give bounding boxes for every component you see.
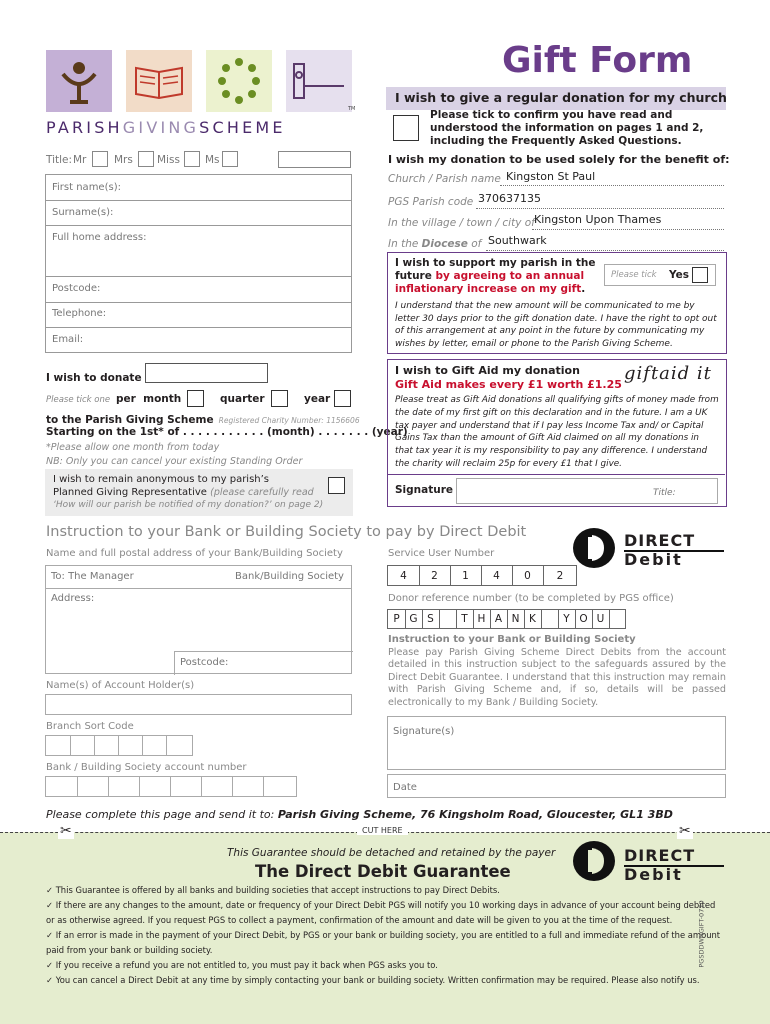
- title-mr-label: Mr: [73, 154, 87, 166]
- pgs-logo: [46, 50, 356, 140]
- diocese-row: [388, 234, 724, 252]
- guarantee-title: The Direct Debit Guarantee: [255, 862, 511, 881]
- telephone-label: Telephone:: [52, 308, 107, 319]
- title-mrs-checkbox[interactable]: [138, 151, 154, 167]
- to-manager-label: To: The Manager: [51, 571, 134, 582]
- tm-mark: TM: [348, 106, 356, 112]
- village-row: [388, 213, 724, 231]
- postcode-label: Postcode:: [52, 283, 101, 294]
- logo-tile-chalice-icon: [46, 50, 112, 112]
- guarantee-list: [46, 883, 724, 988]
- bank-date-field[interactable]: [387, 774, 726, 798]
- charity-number: Registered Charity Number: 1156606: [218, 416, 360, 425]
- gift-aid-signature-field[interactable]: [456, 478, 718, 504]
- ref-char: Y: [558, 610, 576, 628]
- ref-char: [609, 610, 627, 628]
- bank-postcode-cell: [174, 651, 353, 675]
- confirm-read-checkbox[interactable]: [393, 115, 419, 141]
- quarter-label: quarter: [220, 393, 265, 405]
- service-user-number: [387, 565, 577, 586]
- to-pgs-line: [46, 408, 360, 427]
- divider: [46, 588, 351, 589]
- anonymous-line1: I wish to remain anonymous to my parish’s: [53, 474, 270, 485]
- ref-char: U: [592, 610, 610, 628]
- starting-on-label: Starting on the 1st* of . . . . . . . . . . . (month) . . . . . . . (year): [46, 426, 408, 438]
- wish-to-donate-label: I wish to donate: [46, 372, 142, 384]
- account-number-cell: [108, 777, 140, 796]
- dd-logo-direct: DIRECT: [624, 531, 696, 550]
- title-label: Title:: [46, 154, 73, 166]
- bank-signature-field[interactable]: [387, 716, 726, 770]
- guarantee-item-text: If you receive a refund you are not entitled to, you must pay it back when PGS asks you to.: [55, 960, 438, 970]
- guarantee-item: [46, 883, 724, 898]
- cut-here-label: CUT HERE: [357, 826, 408, 835]
- account-holders-field[interactable]: [45, 694, 352, 715]
- guarantee-item: [46, 973, 724, 988]
- inflation-line1: I wish to support my parish in the: [395, 257, 596, 269]
- bank-address-label: Address:: [51, 593, 95, 604]
- ref-char: O: [575, 610, 593, 628]
- regular-donation-heading: I wish to give a regular donation for my church: [395, 90, 727, 105]
- sun-digit: 4: [388, 566, 420, 585]
- inflation-yes-checkbox[interactable]: [692, 267, 708, 283]
- inflation-yes-label: Yes: [669, 269, 690, 281]
- anonymous-line2: [53, 487, 314, 498]
- account-holders-label: Name(s) of Account Holder(s): [46, 680, 195, 691]
- church-name-label: Church / Parish name: [388, 173, 501, 185]
- divider: [46, 302, 351, 303]
- sort-code-cell: [46, 736, 71, 755]
- diocese-word: Diocese: [421, 238, 468, 250]
- ref-char: P: [388, 610, 406, 628]
- logo-tile-circle-icon: [206, 50, 272, 112]
- donor-details-box: [45, 174, 352, 353]
- guarantee-item: [46, 898, 724, 928]
- guarantee-item-text: You can cancel a Direct Debit at any time by simply contacting your bank or building society. Written confirmation may be required. Please also notify us.: [55, 975, 700, 985]
- guarantee-item-text: If an error is made in the payment of your Direct Debit, by PGS or your bank or building society, you are entitled to a full and immediate refund of the amount paid from your bank or building society.: [46, 930, 721, 955]
- inflation-future: future: [395, 270, 436, 282]
- inflation-agree: by agreeing to an annual: [435, 270, 585, 282]
- ref-char: [439, 610, 457, 628]
- church-name-value: Kingston St Paul: [506, 170, 596, 183]
- gift-aid-logo: giftaid it: [624, 363, 712, 384]
- first-name-label: First name(s):: [52, 182, 121, 193]
- gift-aid-declaration: Please treat as Gift Aid donations all qualifying gifts of money made from the date of my first gift on this declaration and in the future. I am a UK tax payer and understand that if I pay less Income Tax and/ or Capital Gains Tax than the amount of Gift Aid claimed on all my donations in that tax year it is my responsibility to pay any difference. I understand the charity will reclaim 25p for every £1 that I give.: [395, 395, 719, 469]
- title-miss-label: Miss: [157, 154, 180, 166]
- bank-heading: Instruction to your Bank or Building Society to pay by Direct Debit: [46, 524, 527, 540]
- diocese-prefix: In the: [388, 238, 422, 250]
- logo-tile-key-icon: [286, 50, 352, 112]
- check-icon: ✓: [46, 930, 56, 940]
- sort-code-label: Branch Sort Code: [46, 721, 134, 732]
- account-number-cell: [77, 777, 109, 796]
- divider: [46, 327, 351, 328]
- ref-char: N: [507, 610, 525, 628]
- account-number-cell: [46, 777, 78, 796]
- village-label: In the village / town / city of: [388, 217, 535, 229]
- surname-label: Surname(s):: [52, 207, 114, 218]
- sun-digit: 0: [512, 566, 544, 585]
- anonymous-read: (please carefully read: [210, 487, 314, 498]
- per-month-checkbox[interactable]: [187, 390, 204, 407]
- inflation-tick-box: [604, 264, 716, 286]
- direct-debit-logo-icon: [572, 838, 620, 884]
- pgs-code-row: [388, 192, 724, 210]
- service-user-number-label: Service User Number: [388, 548, 495, 559]
- donor-reference: [387, 609, 626, 629]
- brand-scheme: SCHEME: [199, 118, 286, 137]
- logo-tile-book-icon: [126, 50, 192, 112]
- bank-signature-label: Signature(s): [393, 726, 455, 737]
- email-label: Email:: [52, 334, 84, 345]
- guarantee-item: [46, 958, 724, 973]
- bank-postcode-label: Postcode:: [180, 657, 229, 668]
- guarantee-item: [46, 928, 724, 958]
- send-to-address: Parish Giving Scheme, 76 Kingsholm Road, Gloucester, GL1 3BD: [277, 808, 673, 821]
- check-icon: ✓: [46, 900, 56, 910]
- inflation-note: I understand that the new amount will be communicated to me by letter 30 days prior to the gift donation date. I have the right to opt out of this arrangement at any point in the future by communicating my wishes by letter, email or phone to the Parish Giving Scheme.: [395, 301, 717, 349]
- diocese-value: Southwark: [488, 234, 547, 247]
- title-ms-label: Ms: [205, 154, 220, 166]
- donor-reference-label: Donor reference number (to be completed by PGS office): [388, 593, 674, 604]
- sun-digit: 2: [556, 569, 564, 582]
- dd-logo-bottom: [572, 838, 726, 884]
- allow-month-note: *Please allow one month from today: [46, 442, 220, 453]
- inflation-line3: [395, 283, 585, 295]
- bank-address-box: [45, 565, 352, 674]
- divider: [46, 200, 351, 201]
- inflation-box: [387, 252, 727, 354]
- dd-logo-debit: Debit: [624, 865, 683, 884]
- sort-code-cell: [142, 736, 167, 755]
- sort-code-cell: [94, 736, 119, 755]
- village-value: Kingston Upon Thames: [534, 213, 662, 226]
- form-code: PGSDDWNGIFT-0720: [697, 900, 706, 968]
- gift-aid-sign-strip: [388, 474, 725, 507]
- ref-char: S: [422, 610, 440, 628]
- title-miss-checkbox[interactable]: [184, 151, 200, 167]
- tick-one-label: Please tick one: [46, 395, 111, 405]
- bank-name-address-label: Name and full postal address of your Bank/Building Society: [46, 548, 343, 559]
- page-title: Gift Form: [502, 40, 693, 81]
- send-to-prefix: Please complete this page and send it to:: [46, 808, 278, 821]
- divider: [46, 276, 351, 277]
- brand-name: [46, 118, 286, 137]
- bank-date-label: Date: [393, 782, 417, 793]
- dd-logo-debit: Debit: [624, 550, 683, 569]
- benefit-heading: I wish my donation to be used solely for the benefit of:: [388, 153, 730, 166]
- account-number-cell: [232, 777, 264, 796]
- year-label: year: [304, 393, 331, 405]
- title-mr-checkbox[interactable]: [92, 151, 108, 167]
- anonymous-line3: ‘How will our parish be notified of my donation?’ on page 2): [53, 500, 324, 510]
- confirm-read-text: Please tick to confirm you have read and understood the information on pages 1 and 2, including the Frequently Asked Questions.: [430, 109, 704, 147]
- donation-amount-field[interactable]: [145, 363, 268, 383]
- check-icon: ✓: [46, 960, 56, 970]
- ref-char: K: [524, 610, 542, 628]
- account-number-field[interactable]: [45, 776, 297, 797]
- gift-aid-signature-label: Signature: [395, 484, 454, 496]
- ref-char: G: [405, 610, 423, 628]
- account-number-cell: [201, 777, 233, 796]
- account-number-cell: [170, 777, 202, 796]
- guarantee-detach-note: This Guarantee should be detached and retained by the payer: [227, 847, 556, 859]
- inflation-line2: [395, 270, 584, 282]
- check-icon: ✓: [46, 975, 56, 985]
- sort-code-cell: [118, 736, 143, 755]
- title-mrs-label: Mrs: [114, 154, 133, 166]
- title-other-field[interactable]: [278, 151, 351, 168]
- anonymous-rep: Planned Giving Representative: [53, 487, 211, 498]
- anonymous-checkbox[interactable]: [328, 477, 345, 494]
- cancel-standing-order-note: NB: Only you can cancel your existing Standing Order: [46, 456, 303, 467]
- inflation-increase: inflationary increase on my gift: [395, 283, 582, 295]
- instruction-body: Please pay Parish Giving Scheme Direct Debits from the account detailed in this instruction subject to the safeguards assured by the Direct Debit Guarantee. I understand that this instruction may remain with Parish Giving Scheme and, if so, details will be passed electronically to my Bank / Building Society.: [388, 647, 726, 708]
- account-number-cell: [139, 777, 171, 796]
- quarter-checkbox[interactable]: [271, 390, 288, 407]
- gift-aid-sub: Gift Aid makes every £1 worth £1.25: [395, 378, 622, 391]
- scissors-right-icon: ✂: [679, 823, 691, 839]
- brand-giving: GIVING: [122, 118, 200, 137]
- sun-digit: 2: [419, 566, 451, 585]
- per-month-label: per month: [116, 393, 182, 405]
- year-checkbox[interactable]: [334, 390, 351, 407]
- ref-char: H: [473, 610, 491, 628]
- ref-char: A: [490, 610, 508, 628]
- to-pgs-label: to the Parish Giving Scheme: [46, 414, 214, 426]
- ref-char: [541, 610, 559, 628]
- pgs-code-label: PGS Parish code: [388, 196, 474, 208]
- sun-digit: 1: [450, 566, 482, 585]
- dd-logo-direct: DIRECT: [624, 846, 696, 865]
- pgs-code-value: 370637135: [478, 192, 541, 205]
- account-number-label: Bank / Building Society account number: [46, 762, 247, 773]
- dd-logo-top: [572, 525, 726, 571]
- guarantee-item-text: If there are any changes to the amount, date or frequency of your Direct Debit PGS will notify you 10 working days in advance of your account being debited or as otherwise agreed. If you request PGS to collect a payment, confirmation of the amount and date will be given to you at the time of the request.: [46, 900, 716, 925]
- divider: [46, 225, 351, 226]
- brand-parish: PARISH: [46, 118, 123, 137]
- gift-aid-heading: I wish to Gift Aid my donation: [395, 364, 580, 377]
- inflation-period: .: [581, 283, 586, 295]
- check-icon: ✓: [46, 885, 56, 895]
- gift-aid-box: [387, 359, 727, 507]
- title-ms-checkbox[interactable]: [222, 151, 238, 167]
- church-name-row: [388, 170, 724, 187]
- bank-society-label: Bank/Building Society: [235, 571, 344, 582]
- send-to-line: [46, 808, 673, 821]
- sun-digit: 4: [481, 566, 513, 585]
- address-label: Full home address:: [52, 232, 147, 243]
- sort-code-cell: [70, 736, 95, 755]
- direct-debit-logo-icon: [572, 525, 620, 571]
- anonymous-box: [45, 469, 353, 516]
- gift-aid-title-label: Title:: [653, 488, 676, 498]
- instruction-heading: Instruction to your Bank or Building Society: [388, 634, 636, 645]
- ref-char: T: [456, 610, 474, 628]
- guarantee-item-text: This Guarantee is offered by all banks and building societies that accept instructions to pay Direct Debits.: [55, 885, 500, 895]
- scissors-left-icon: ✂: [60, 823, 72, 839]
- diocese-of: of: [467, 238, 482, 250]
- sort-code-field[interactable]: [45, 735, 193, 756]
- inflation-tick-label: Please tick: [611, 270, 657, 280]
